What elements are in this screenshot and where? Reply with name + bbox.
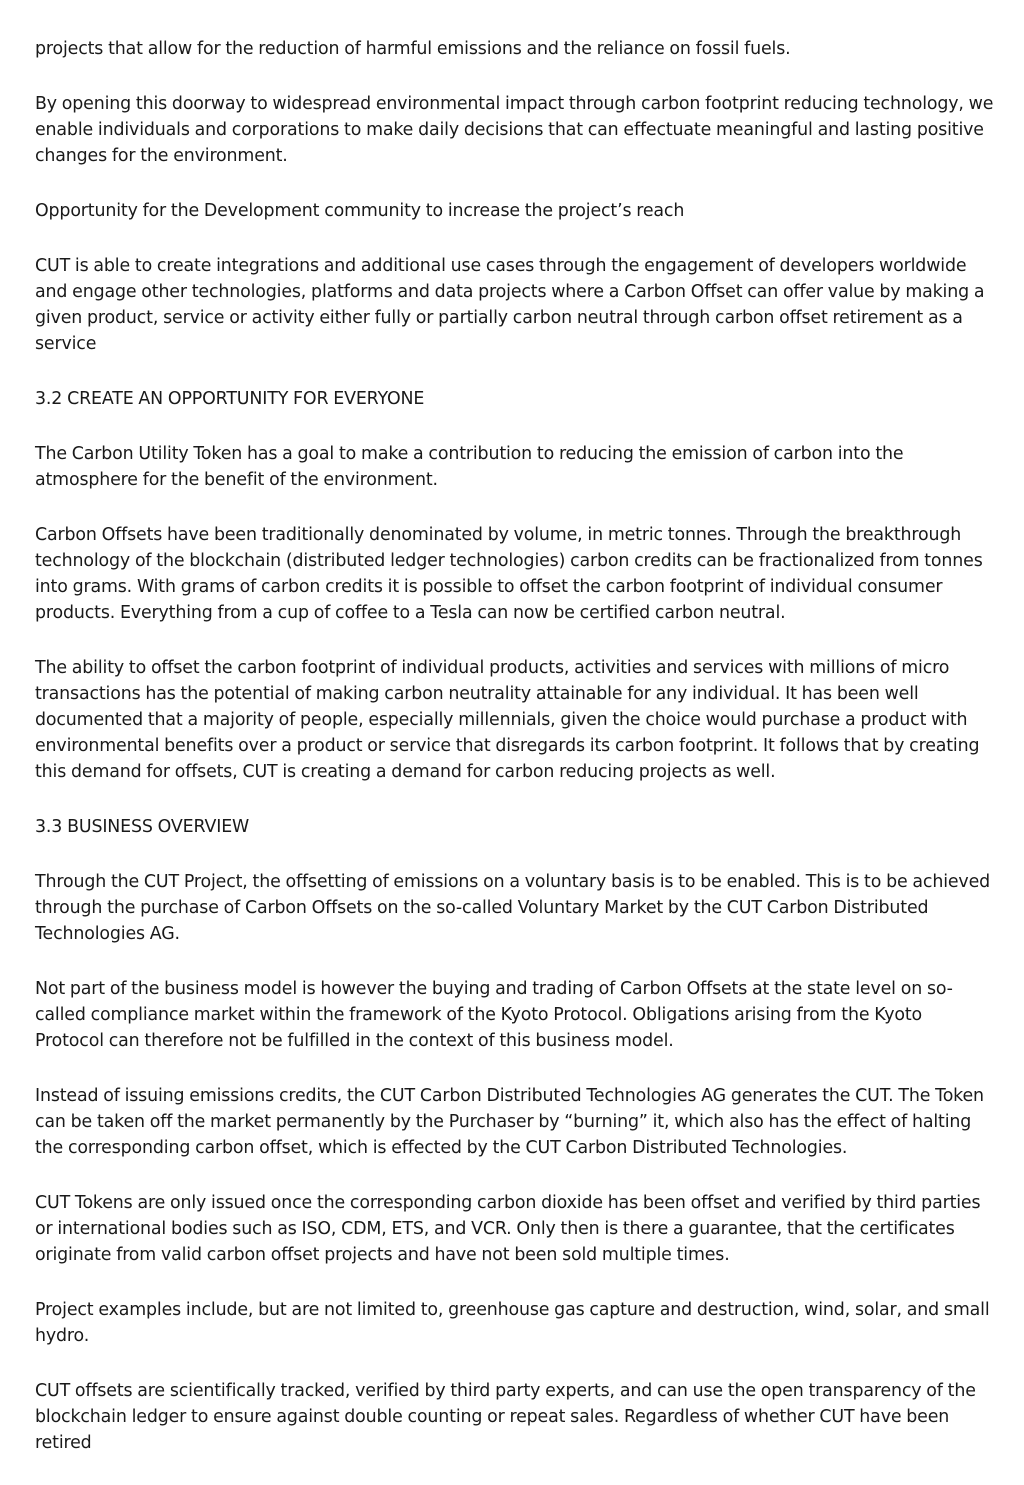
paragraph-kyoto-protocol: Not part of the business model is however the buying and trading of Carbon Offsets at the state level on so-called compliance market within the framework of the Kyoto Protocol. Obligations arising from the Kyoto Protocol can therefore not be fulfilled in the context of this business model.: [35, 979, 953, 1051]
paragraph-micro-transactions: The ability to offset the carbon footprint of individual products, activities and services with millions of micro transactions has the potential of making carbon neutrality attainable for any individual. It has been well documented that a majority of people, especially millennials, given the choice would purchase a product with environmental benefits over a product or service that disregards its carbon footprint. It follows that by creating this demand for offsets, CUT is creating a demand for carbon reducing projects as well.: [35, 658, 980, 782]
paragraph-integrations: CUT is able to create integrations and additional use cases through the engagement of developers worldwide and engage other technologies, platforms and data projects where a Carbon Offset can offer value by making a given product, service or activity either fully or partially carbon neutral through carbon offset retirement as a service: [35, 256, 985, 354]
section-heading-3-3: 3.3 BUSINESS OVERVIEW: [35, 817, 250, 837]
section-heading-3-2: 3.2 CREATE AN OPPORTUNITY FOR EVERYONE: [35, 389, 425, 409]
paragraph-scientific-tracking: CUT offsets are scientifically tracked, verified by third party experts, and can use the open transparency of the blockchain ledger to ensure against double counting or repeat sales. Regardless of whether CUT have been retired: [35, 1381, 976, 1453]
paragraph-carbon-offsets-volume: Carbon Offsets have been traditionally denominated by volume, in metric tonnes. Through the breakthrough technology of the blockchain (distributed ledger technologies) carbon credits can be fractionalized from tonnes into grams. With grams of carbon credits it is possible to offset the carbon footprint of individual consumer products. Everything from a cup of coffee to a Tesla can now be certified carbon neutral.: [35, 525, 983, 623]
paragraph-development-opportunity: Opportunity for the Development community to increase the project’s reach: [35, 201, 685, 221]
paragraph-doorway-impact: By opening this doorway to widespread environmental impact through carbon footprint reducing technology, we enable individuals and corporations to make daily decisions that can effectuate meaningful and lasting positive changes for the environment.: [35, 94, 994, 166]
document-page: [35, 36, 995, 1485]
paragraph-token-issuance: CUT Tokens are only issued once the corresponding carbon dioxide has been offset and verified by third parties or international bodies such as ISO, CDM, ETS, and VCR. Only then is there a guarantee, that the certificates originate from valid carbon offset projects and have not been sold multiple times.: [35, 1193, 981, 1265]
paragraph-emissions-reduction: projects that allow for the reduction of harmful emissions and the reliance on fossil fuels.: [35, 39, 791, 59]
paragraph-cut-goal: The Carbon Utility Token has a goal to make a contribution to reducing the emission of carbon into the atmosphere for the benefit of the environment.: [35, 444, 904, 490]
paragraph-voluntary-market: Through the CUT Project, the offsetting of emissions on a voluntary basis is to be enabled. This is to be achieved through the purchase of Carbon Offsets on the so-called Voluntary Market by the CUT Carbon Distributed Technologies AG.: [35, 872, 991, 944]
paragraph-project-examples: Project examples include, but are not limited to, greenhouse gas capture and destruction, wind, solar, and small hydro.: [35, 1300, 990, 1346]
paragraph-burning-token: Instead of issuing emissions credits, the CUT Carbon Distributed Technologies AG generates the CUT. The Token can be taken off the market permanently by the Purchaser by “burning” it, which also has the effect of halting the corresponding carbon offset, which is effected by the CUT Carbon Distributed Technologies.: [35, 1086, 984, 1158]
